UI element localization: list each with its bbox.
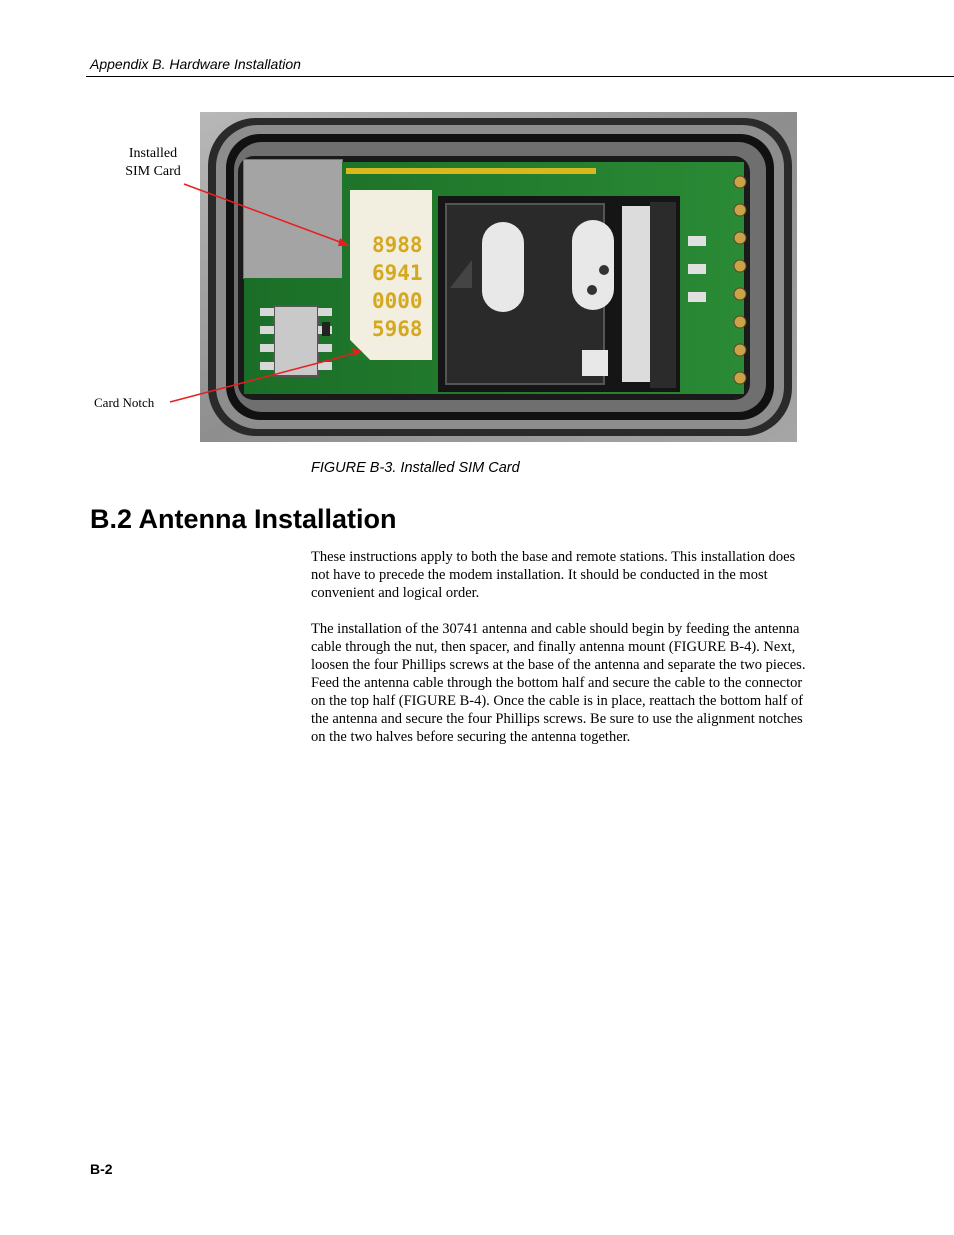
paragraph-1: These instructions apply to both the base and remote stations. This installation does not have to precede the modem installation. It should be conducted in the most convenient and logical order. (311, 549, 796, 601)
callout-installed-sim (110, 145, 196, 181)
sim-digits-2: 6941 (372, 261, 423, 285)
sim-card-photo (200, 112, 797, 442)
sim-digits-4: 5968 (372, 317, 423, 341)
header-rule (86, 76, 954, 77)
section-title: B.2 Antenna Installation (90, 504, 397, 534)
figure-caption: FIGURE B-3. Installed SIM Card (311, 460, 520, 476)
section-body (311, 548, 816, 764)
callout-installed-sim-line1: Installed (128, 146, 178, 161)
page-number: B-2 (90, 1161, 113, 1177)
callout-installed-sim-line2: SIM Card (125, 164, 181, 179)
callout-card-notch: Card Notch (94, 395, 155, 410)
sim-digits-3: 0000 (372, 289, 423, 313)
paragraph-2: The installation of the 30741 antenna and cable should begin by feeding the antenna cable through the nut, then spacer, and finally antenna mount (FIGURE B-4). Next, loosen the four Phillips screws at the base of the antenna and separate the two pieces. Feed the antenna cable through the bottom half and secure the cable to the connector on the top half (FIGURE B-4). Once the cable is in place, reattach the bottom half of the antenna and secure the four Phillips screws. Be sure to use the alignment notches on the two halves before securing the antenna together. (311, 621, 806, 745)
sim-digits-1: 8988 (372, 233, 423, 257)
running-head: Appendix B. Hardware Installation (90, 56, 301, 72)
